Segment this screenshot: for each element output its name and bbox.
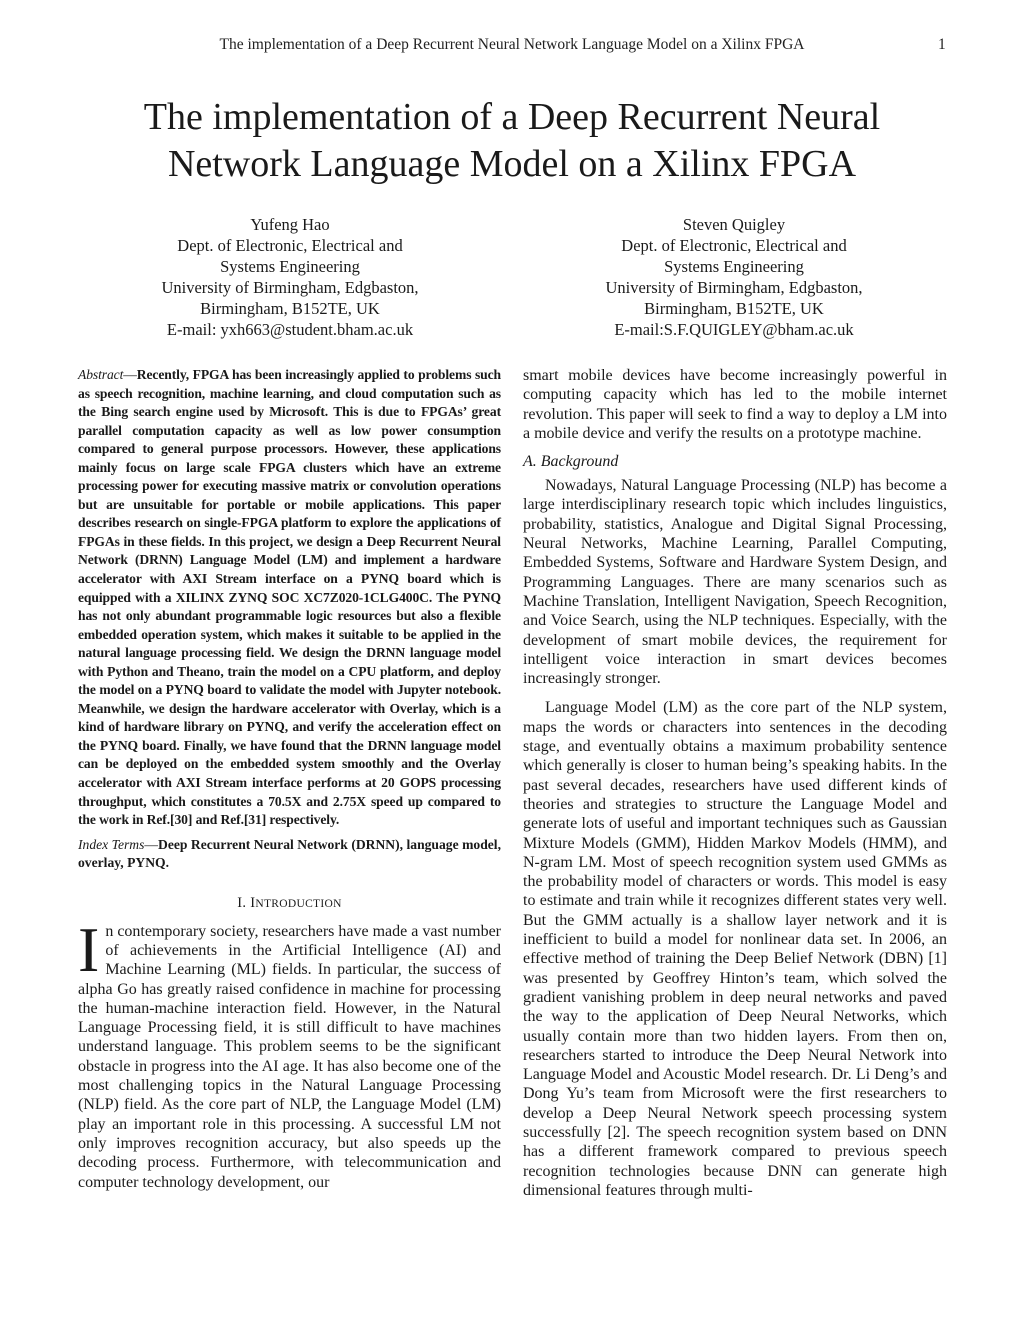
author-city: Birmingham, B152TE, UK xyxy=(644,299,824,318)
author-name: Yufeng Hao xyxy=(250,215,330,234)
abstract-label: Abstract xyxy=(78,367,124,382)
author-email: E-mail:S.F.QUIGLEY@bham.ac.uk xyxy=(614,320,854,339)
intro-paragraph-text: n contemporary society, researchers have made a vast number of achievements in the Artificial Intelligence (AI) and Machine Learning (ML) fields. In particular, the success of alpha Go has greatly raised confidence in machine for processing the human-machine interaction field. However, in the Natural Language Processing field, it is still difficult to have machines understand language. This problem seems to be the significant obstacle in progress into the AI age. It has also become one of the most challenging topics in the Natural Language Processing (NLP) field. As the core part of NLP, the Language Model (LM) play an important role in this processing. A successful LM not only improves recognition accuracy, but also speeds up the decoding process. Furthermore, with telecommunication and computer technology development, our xyxy=(78,922,501,1191)
author-university: University of Birmingham, Edgbaston, xyxy=(605,278,863,297)
author-block-1 xyxy=(80,214,500,340)
subsection-heading-background: A. Background xyxy=(523,453,619,471)
background-paragraph-1: Nowadays, Natural Language Processing (NLP) has become a large interdisciplinary research topic which includes linguistics, probability, statistics, Analogue and Digital Signal Processing, Neural Networks, Machine Learning, Parallel Computing, Embedded Systems, Software and Hardware System Design, and Programming Languages. There are many scenarios such as Machine Translation, Intelligent Navigation, Speech Recognition, and Voice Search, using the NLP techniques. Especially, with the development of smart mobile devices, the requirement for intelligent voice interaction in smart devices becomes increasingly stronger. xyxy=(523,477,947,688)
author-department-cont: Systems Engineering xyxy=(664,257,804,276)
section-heading-introduction xyxy=(78,895,501,912)
paper-title-line-2: Network Language Model on a Xilinx FPGA xyxy=(167,143,857,185)
left-column xyxy=(78,366,501,1192)
running-head: The implementation of a Deep Recurrent Neural Network Language Model on a Xilinx FPGA xyxy=(219,36,805,53)
author-block-2 xyxy=(524,214,944,340)
section-heading-first-letter: I xyxy=(250,894,256,911)
index-terms-label: Index Terms xyxy=(78,836,145,852)
section-numeral: I. xyxy=(237,894,251,911)
author-department: Dept. of Electronic, Electrical and xyxy=(621,236,847,255)
author-email: E-mail: yxh663@student.bham.ac.uk xyxy=(166,320,414,339)
index-terms xyxy=(78,836,501,873)
intro-paragraph-continued: smart mobile devices have become increasingly powerful in computing capacity which has led to the mobile internet revolution. This paper will seek to find a way to deploy a LM into a mobile device and verify the results on a prototype machine. xyxy=(523,367,947,442)
author-department: Dept. of Electronic, Electrical and xyxy=(177,236,403,255)
author-name: Steven Quigley xyxy=(682,215,786,234)
right-column xyxy=(523,366,947,1200)
index-terms-dash: — xyxy=(144,836,158,852)
author-city: Birmingham, B152TE, UK xyxy=(200,299,380,318)
intro-paragraph xyxy=(78,913,501,1192)
index-terms-text: Deep Recurrent Neural Network (DRNN), language model, overlay, PYNQ. xyxy=(78,836,501,871)
drop-cap: I xyxy=(78,913,100,985)
author-university: University of Birmingham, Edgbaston, xyxy=(161,278,419,297)
section-heading-rest: NTRODUCTION xyxy=(255,897,342,910)
abstract-dash: — xyxy=(123,367,137,382)
abstract xyxy=(78,366,501,830)
background-paragraph-2: Language Model (LM) as the core part of the NLP system, maps the words or characters into sentences in the decoding stage, and eventually obtains a maximum probability sentence which generally is closer to human being’s speaking habits. In the past several decades, researchers have used different kinds of theories and strategies to structure the Language Model and generate lots of useful and important techniques such as Gaussian Mixture Models (GMM), Hidden Markov Models (HMM), and N-gram LM. Most of speech recognition system used GMMs as the probability model of characters or words. This model is easy to estimate and train while it recognizes different states very well. But the GMM actually is a shallow layer network and it is inefficient to build a model for nonlinear data set. In 2006, an effective method of training the Deep Belief Network (DBN) [1] was presented by Geoffrey Hinton’s team, which solved the gradient vanishing problem in deep neural networks and paved the way to the application of Deep Neural Networks, which usually contain more than two hidden layers. From then on, researchers started to introduce the Deep Neural Network into Language Model and Acoustic Model research. Dr. Li Deng’s and Dong Yu’s team from Microsoft were the first researchers to develop a Deep Neural Network speech processing system successfully [2]. The speech recognition system based on DNN has a different framework compared to previous speech recognition technologies because DNN can generate high dimensional features through multi- xyxy=(523,699,947,1199)
paper-title-line-1: The implementation of a Deep Recurrent Neural xyxy=(143,96,881,138)
abstract-text: Recently, FPGA has been increasingly applied to problems such as speech recognition, machine learning, and cloud computation such as the Bing search engine used by Microsoft. This is due to FPGAs’ great parallel computation capacity as well as low power consumption compared to general purpose processors. However, these applications mainly focus on large scale FPGA clusters which have an extreme processing power for executing massive matrix or convolution operations but are unsuitable for portable or mobile applications. This paper describes research on single-FPGA platform to explore the applications of FPGAs in these fields. In this project, we design a Deep Recurrent Neural Network (DRNN) Language Model (LM) and implement a hardware accelerator with AXI Stream interface on a PYNQ board which is equipped with a XILINX ZYNQ SOC XC7Z020-1CLG400C. The PYNQ has not only abundant programmable logic resources but also a flexible embedded operation system, which makes it suitable to be applied in the natural language processing field. We design the DRNN language model with Python and Theano, train the model on a CPU platform, and deploy the model on a PYNQ board to validate the model with Jupyter notebook. Meanwhile, we design the hardware accelerator with Overlay, which is a kind of hardware library on PYNQ, and verify the acceleration effect on the PYNQ board. Finally, we have found that the DRNN language model can be deployed on the embedded system smoothly and the Overlay accelerator with AXI Stream interface performs at 20 GOPS processing throughput, which constitutes a 70.5X and 2.75X speed up compared to the work in Ref.[30] and Ref.[31] respectively. xyxy=(78,367,501,828)
page-number: 1 xyxy=(938,36,946,53)
author-department-cont: Systems Engineering xyxy=(220,257,360,276)
paper-title xyxy=(60,94,964,188)
